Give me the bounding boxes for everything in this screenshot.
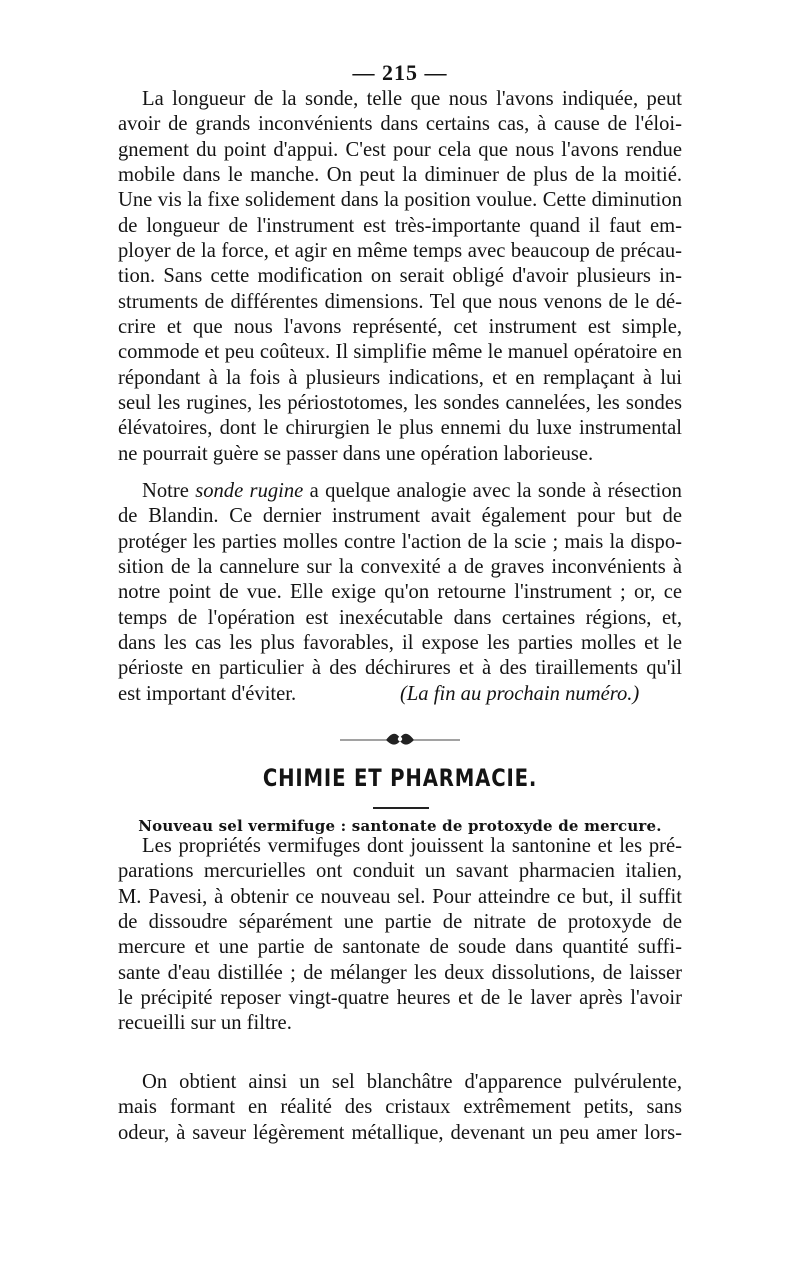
text-line: seul les rugines, les périostotomes, les sondes cannelées, les sondes xyxy=(118,392,682,415)
paragraph-vermifuge xyxy=(118,834,682,1037)
text-line: périoste en particulier à des déchirures et à des tiraillements qu'il xyxy=(118,657,682,680)
text-line: de dissoudre séparément une partie de nitrate de protoxyde de xyxy=(118,911,682,934)
text-line: mobile dans le manche. On peut la diminuer de plus de la moitié. xyxy=(118,164,682,187)
text-line: odeur, à saveur légèrement métallique, devenant un peu amer lors- xyxy=(118,1121,682,1144)
text-line: parations mercurielles ont conduit un savant pharmacien italien, xyxy=(118,860,682,883)
text-line: répondant à la fois à plusieurs indications, et en remplaçant à lui xyxy=(118,366,682,389)
text-line: de Blandin. Ce dernier instrument avait également pour but de xyxy=(118,505,682,528)
text-line: ployer de la force, et agir en même temps avec beaucoup de précau- xyxy=(118,240,682,263)
text-line: Une vis la fixe solidement dans la position voulue. Cette diminution xyxy=(118,189,682,212)
text-line: de longueur de l'instrument est très-importante quand il faut em- xyxy=(118,214,682,237)
line-start: Notre xyxy=(142,480,189,502)
page-number: — 215 — xyxy=(352,60,448,85)
text-line: avoir de grands inconvénients dans certains cas, à cause de l'éloi- xyxy=(118,113,682,136)
paragraph-sel-description xyxy=(118,1070,682,1146)
text-line: Les propriétés vermifuges dont jouissent la santonine et les pré- xyxy=(142,835,682,857)
section-title: CHIMIE ET PHARMACIE. xyxy=(262,764,538,792)
text-line: notre point de vue. Elle exige qu'on retourne l'instrument ; or, ce xyxy=(118,581,682,604)
text-line: dans les cas les plus favorables, il expose les parties molles et le xyxy=(118,632,682,655)
text-line: sante d'eau distillée ; de mélanger les deux dissolutions, de laisser xyxy=(118,961,682,984)
paragraph-sonde-rugine xyxy=(118,479,682,707)
text-line: mercure et une partie de santonate de soude dans quantité suffi- xyxy=(118,936,682,959)
text-line: élévatoires, dont le chirurgien le plus ennemi du luxe instrumental xyxy=(118,417,682,440)
text-line: gnement du point d'appui. C'est pour cela que nous l'avons rendue xyxy=(118,138,682,161)
instrument-name: sonde rugine xyxy=(195,480,304,502)
text-line: protéger les parties molles contre l'action de la scie ; mais la dispo- xyxy=(118,530,682,553)
text-line: struments de différentes dimensions. Tel que nous venons de le dé- xyxy=(118,290,682,313)
paragraph-sonde-length xyxy=(118,87,682,467)
ornament-divider xyxy=(340,728,460,748)
text-line: ne pourrait guère se passer dans une opération laborieuse. xyxy=(118,442,594,465)
text-line xyxy=(118,682,682,707)
text-line: mais formant en réalité des cristaux extrêmement petits, sans xyxy=(118,1096,682,1119)
line-end: a quelque analogie avec la sonde à résection xyxy=(309,480,682,502)
article-subheading: Nouveau sel vermifuge : santonate de protoxyde de mercure. xyxy=(138,817,662,835)
text-line: M. Pavesi, à obtenir ce nouveau sel. Pour atteindre ce but, il suffit xyxy=(118,885,682,908)
text-line: temps de l'opération est inexécutable dans certaines régions, et, xyxy=(118,606,682,629)
text-line: crire et que nous l'avons représenté, cet instrument est simple, xyxy=(118,316,682,339)
text-line xyxy=(118,479,682,504)
text-line: commode et peu coûteux. Il simplifie même le manuel opératoire en xyxy=(118,341,682,364)
text-line: le précipité reposer vingt-quatre heures et de le laver après l'avoir xyxy=(118,987,682,1010)
text-line: recueilli sur un filtre. xyxy=(118,1012,292,1035)
line-start: est important d'éviter. xyxy=(118,682,297,705)
continued-note: (La fin au prochain numéro.) xyxy=(400,682,640,705)
text-line: tion. Sans cette modification on serait obligé d'avoir plusieurs in- xyxy=(118,265,682,288)
title-rule xyxy=(373,807,429,809)
text-line: sition de la cannelure sur la convexité a de graves inconvénients à xyxy=(118,556,682,579)
text-line: On obtient ainsi un sel blanchâtre d'apparence pulvérulente, xyxy=(142,1071,682,1093)
text-line: La longueur de la sonde, telle que nous l'avons indiquée, peut xyxy=(142,88,682,110)
